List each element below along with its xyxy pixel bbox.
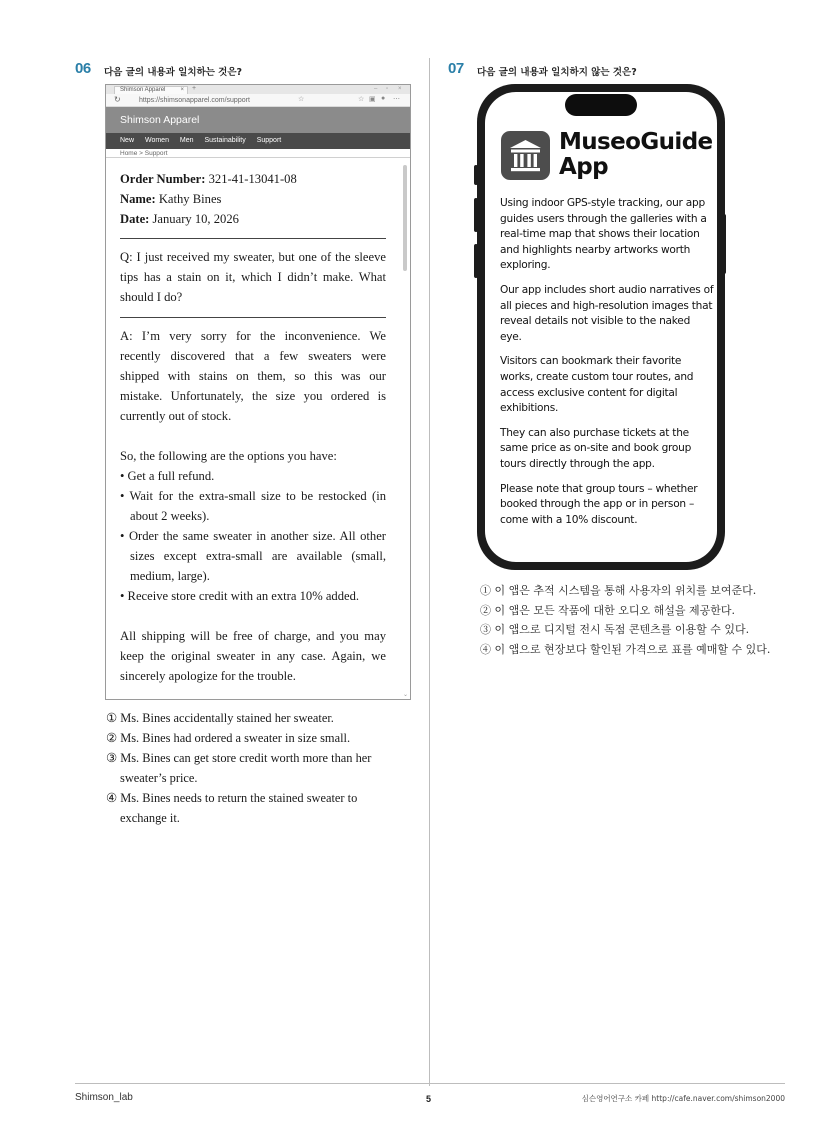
phone-notch <box>565 94 637 116</box>
choice-3[interactable]: ③ 이 앱으로 디지털 전시 독점 콘텐츠를 이용할 수 있다. <box>480 623 750 636</box>
footer-link[interactable]: 심슨영어연구소 카페 http://cafe.naver.com/shimson2000 <box>581 1094 785 1103</box>
museum-icon <box>501 131 550 180</box>
choice-3[interactable]: ③ Ms. Bines can get store credit worth more than her sweater’s price. <box>106 751 372 785</box>
breadcrumb[interactable]: Home > Support <box>106 149 410 158</box>
site-nav <box>106 133 410 149</box>
option-item: • Order the same sweater in another size. All other sizes except extra-small are available (small, medium, large). <box>120 529 386 583</box>
tab-close-icon[interactable]: × <box>180 87 184 93</box>
support-answer: A: I’m very sorry for the inconvenience. We recently discovered that a few sweaters were shipped with stains on them, so this was our mistake. Unfortunately, the size you ordered is currently out of stock. <box>120 329 386 423</box>
app-paragraph: Please note that group tours – whether booked through the app or in person – come with a 10% discount. <box>500 482 698 526</box>
choice-2[interactable]: ② 이 앱은 모든 작품에 대한 오디오 해설을 제공한다. <box>480 603 735 617</box>
scroll-down-icon[interactable]: ⌄ <box>402 691 408 698</box>
options-intro: So, the following are the options you have: <box>120 449 337 463</box>
nav-item-new[interactable]: New <box>120 137 135 144</box>
closing-text: All shipping will be free of charge, and you may keep the original sweater in any case. Again, we sincerely apologize for the trouble. <box>120 629 386 683</box>
menu-icon[interactable]: ⋯ <box>393 96 400 103</box>
window-close-icon[interactable]: × <box>398 86 402 92</box>
name-value: Kathy Bines <box>155 192 222 206</box>
reload-icon[interactable]: ↻ <box>114 95 121 104</box>
order-number-value: 321-41-13041-08 <box>205 172 297 186</box>
app-title-line-1: MuseoGuide <box>559 129 713 155</box>
star-icon[interactable]: ☆ <box>298 96 305 103</box>
question-number-06: 06 <box>75 60 91 77</box>
date-label: Date: <box>120 212 150 226</box>
nav-item-men[interactable]: Men <box>179 137 194 144</box>
nav-item-support[interactable]: Support <box>256 137 282 144</box>
option-item: • Get a full refund. <box>120 469 215 483</box>
order-number-label: Order Number: <box>120 172 206 186</box>
page-number: 5 <box>426 1094 432 1104</box>
address-bar-row <box>106 94 410 107</box>
site-title[interactable]: Shimson Apparel <box>106 107 410 133</box>
app-paragraph: Our app includes short audio narratives of all pieces and high-resolution images that reveal details not visible to the naked eye. <box>500 283 714 343</box>
minimize-icon[interactable]: – <box>374 86 378 92</box>
app-paragraph: Using indoor GPS-style tracking, our app guides users through the galleries with a real-time map that shows their location and highlights nearby artworks worth exploring. <box>500 197 707 272</box>
order-number <box>120 169 386 189</box>
footer-brand: Shimson_lab <box>75 1092 133 1103</box>
answer-choices-07 <box>480 581 800 659</box>
choice-4[interactable]: ④ Ms. Bines needs to return the stained sweater to exchange it. <box>106 791 358 825</box>
name-label: Name: <box>120 192 156 206</box>
answer-choices-06 <box>106 708 396 828</box>
app-paragraph: Visitors can bookmark their favorite works, create custom tour routes, and access exclusive content for digital exhibitions. <box>500 355 694 415</box>
bookmark-star-icon[interactable]: ☆ <box>358 96 365 103</box>
app-title <box>559 130 713 180</box>
date-value: January 10, 2026 <box>149 212 239 226</box>
app-paragraph: They can also purchase tickets at the same price as on-site and book group tours directly through the app. <box>500 426 692 470</box>
app-title-line-2: App <box>559 154 608 180</box>
browser-window <box>105 84 411 700</box>
choice-2[interactable]: ② Ms. Bines had ordered a sweater in size small. <box>106 731 351 745</box>
question-number-07: 07 <box>448 60 464 77</box>
choice-4[interactable]: ④ 이 앱으로 현장보다 할인된 가격으로 표를 예매할 수 있다. <box>480 642 771 656</box>
support-content <box>120 169 386 686</box>
nav-item-women[interactable]: Women <box>144 137 169 144</box>
choice-1[interactable]: ① 이 앱은 추적 시스템을 통해 사용자의 위치를 보여준다. <box>480 584 757 597</box>
customer-question: Q: I just received my sweater, but one of the sleeve tips has a stain on it, which I didn’t make. What should I do? <box>120 250 386 304</box>
app-description <box>500 196 714 537</box>
scrollbar-thumb[interactable] <box>403 165 407 271</box>
maximize-icon[interactable]: ▫ <box>386 86 389 92</box>
new-tab-icon[interactable]: + <box>192 85 197 92</box>
divider <box>120 238 386 239</box>
browser-tab[interactable] <box>114 86 188 94</box>
option-item: • Wait for the extra-small size to be restocked (in about 2 weeks). <box>120 489 386 523</box>
question-prompt-07: 다음 글의 내용과 일치하지 않는 것은? <box>477 67 637 78</box>
customer-name <box>120 189 386 209</box>
extensions-icon[interactable]: ▣ <box>369 96 376 103</box>
profile-icon[interactable]: ● <box>381 95 386 102</box>
order-date <box>120 209 386 229</box>
question-prompt-06: 다음 글의 내용과 일치하는 것은? <box>104 67 243 78</box>
nav-item-sustainability[interactable]: Sustainability <box>204 137 246 144</box>
choice-1[interactable]: ① Ms. Bines accidentally stained her sweater. <box>106 711 334 725</box>
column-divider <box>429 58 430 1086</box>
footer-divider <box>75 1083 785 1084</box>
option-item: • Receive store credit with an extra 10% added. <box>120 589 360 603</box>
browser-tab-bar <box>106 85 410 94</box>
browser-tab-title: Shimson Apparel <box>120 87 166 93</box>
divider <box>120 317 386 318</box>
url-field[interactable]: https://shimsonapparel.com/support <box>139 97 250 104</box>
